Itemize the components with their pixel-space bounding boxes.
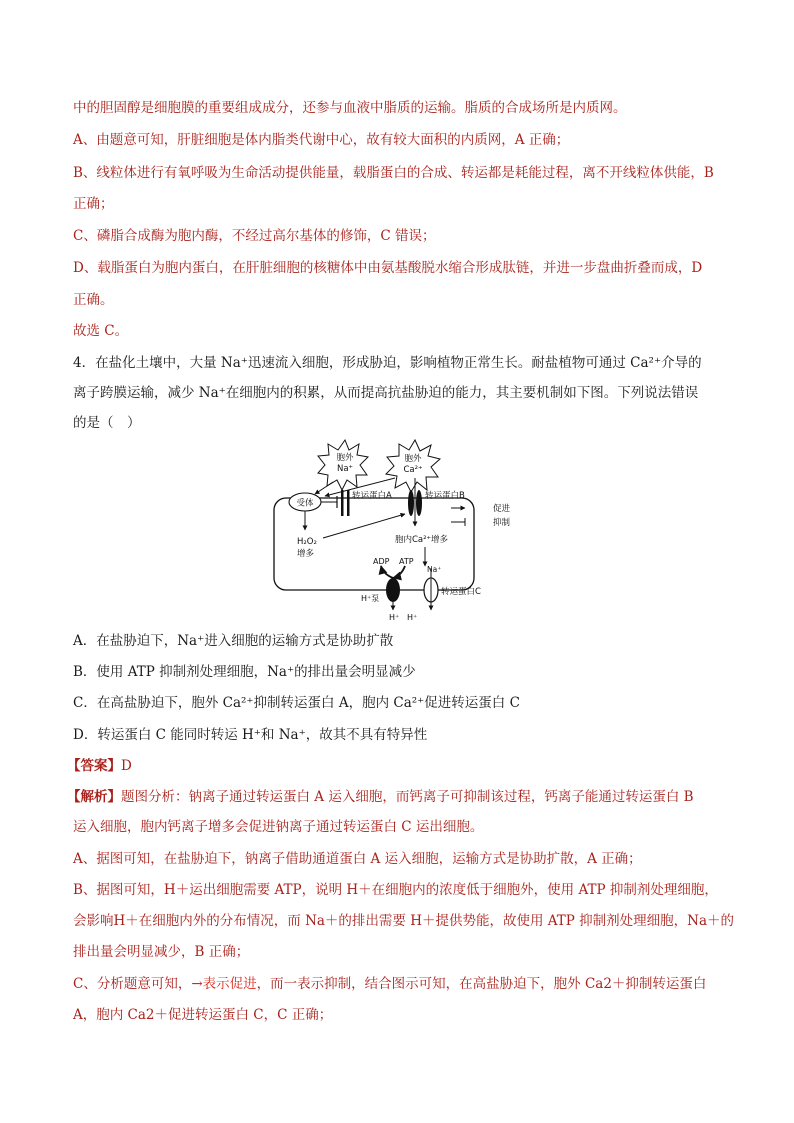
transporter-b-label: 转运蛋白B [425, 491, 465, 501]
answer-label: 【答案】 [67, 758, 121, 774]
question-line-2: 离子跨膜运输，减少 Na⁺在细胞内的积累，从而提高抗盐胁迫的能力，其主要机制如下图。下列说法错误 [73, 385, 699, 401]
h-pump [386, 578, 400, 602]
ion-transport-diagram [265, 438, 511, 624]
answer-value: D [121, 758, 132, 774]
transporter-b [408, 490, 414, 516]
analysis-label: 【解析】 [67, 789, 121, 805]
analysis-line-7 [73, 974, 706, 994]
question-line-1: 4．在盐化土壤中，大量 Na⁺迅速流入细胞，形成胁迫，影响植物正常生长。耐盐植物可通过 Ca²⁺介导的 [73, 355, 702, 371]
analysis-c-arrow: →表示促进 [191, 976, 257, 992]
na-in-label: Na⁺ [427, 565, 442, 574]
outside-na-label-bottom: Na⁺ [336, 464, 354, 474]
analysis-top-line-3: B、线粒体进行有氧呼吸为生命活动提供能量，载脂蛋白的合成、转运都是耗能过程，离不开线粒体供能，B [73, 165, 714, 181]
legend-inhibit: 抑制 [493, 518, 511, 528]
outside-ca-label-bottom: Ca²⁺ [403, 465, 423, 475]
h2o2-increase-label: 增多 [297, 549, 315, 559]
analysis-line-3: A、据图可知，在盐胁迫下，钠离子借助通道蛋白 A 运入细胞，运输方式是协助扩散，A 正确； [73, 851, 642, 867]
outside-ca-label-top: 胞外 [404, 454, 422, 464]
analysis-top-line-7: 正确。 [73, 292, 114, 308]
atp-label: ATP [399, 557, 414, 566]
analysis-line-2: 运入细胞，胞内钙离子增多会促进钠离子通过转运蛋白 C 运出细胞。 [73, 819, 484, 835]
outside-na-label-top: 胞外 [336, 453, 354, 463]
analysis-c-rest: ，而一表示抑制，结合图示可知，在高盐胁迫下，胞外 Ca2＋抑制转运蛋白 [256, 976, 707, 992]
h-pump-label: H⁺泵 [361, 594, 380, 603]
analysis-line-6: 排出量会明显减少，B 正确； [73, 944, 250, 960]
h2o2-label: H₂O₂ [297, 537, 317, 547]
transporter-a [341, 490, 344, 516]
option-b: B．使用 ATP 抑制剂处理细胞，Na⁺的排出量会明显减少 [73, 664, 416, 680]
analysis-top-line-2: A、由题意可知，肝脏细胞是体内脂类代谢中心，故有较大面积的内质网，A 正确； [73, 132, 570, 148]
analysis-top-line-8: 故选 C。 [73, 323, 129, 339]
analysis-top-line-1: 中的胆固醇是细胞膜的重要组成成分，还参与血液中脂质的运输。脂质的合成场所是内质网。 [73, 100, 627, 116]
transporter-c-label: 转运蛋白C [441, 587, 481, 597]
transporter-a-label: 转运蛋白A [352, 491, 392, 501]
analysis-line-8: A，胞内 Ca2＋促进转运蛋白 C，C 正确； [73, 1007, 333, 1023]
h-out-label-1: H⁺ [389, 613, 400, 622]
option-a: A．在盐胁迫下，Na⁺进入细胞的运输方式是协助扩散 [73, 633, 394, 649]
analysis-line-1 [67, 787, 694, 807]
option-d: D．转运蛋白 C 能同时转运 H⁺和 Na⁺，故其不具有特异性 [73, 727, 428, 743]
option-c: C．在高盐胁迫下，胞外 Ca²⁺抑制转运蛋白 A，胞内 Ca²⁺促进转运蛋白 C [73, 695, 520, 711]
adp-label: ADP [373, 557, 390, 566]
question-line-3: 的是（ ） [73, 415, 141, 431]
h-out-label-2: H⁺ [407, 613, 418, 622]
legend-promote: 促进 [493, 504, 511, 514]
receptor-label: 受体 [296, 498, 314, 509]
inner-ca-label: 胞内Ca²⁺增多 [395, 535, 449, 545]
analysis-top-line-5: C、磷脂合成酶为胞内酶，不经过高尔基体的修饰，C 错误； [73, 228, 436, 244]
answer-line [67, 756, 132, 776]
analysis-top-line-6: D、载脂蛋白为胞内蛋白，在肝脏细胞的核糖体中由氨基酸脱水缩合形成肽链，并进一步盘曲折叠而成，D [73, 260, 703, 276]
analysis-top-line-4: 正确； [73, 196, 114, 212]
analysis-line-4: B、据图可知，H＋运出细胞需要 ATP，说明 H＋在细胞内的浓度低于细胞外，使用 ATP 抑制剂处理细胞， [73, 882, 718, 898]
analysis-line-5: 会影响H＋在细胞内外的分布情况，而 Na＋的排出需要 H＋提供势能，故使用 ATP 抑制剂处理细胞，Na＋的 [73, 913, 735, 929]
analysis-c-prefix: C、分析题意可知， [73, 976, 192, 992]
analysis-first: 题图分析：钠离子通过转运蛋白 A 运入细胞，而钙离子可抑制该过程，钙离子能通过转运蛋白 B [121, 789, 694, 805]
